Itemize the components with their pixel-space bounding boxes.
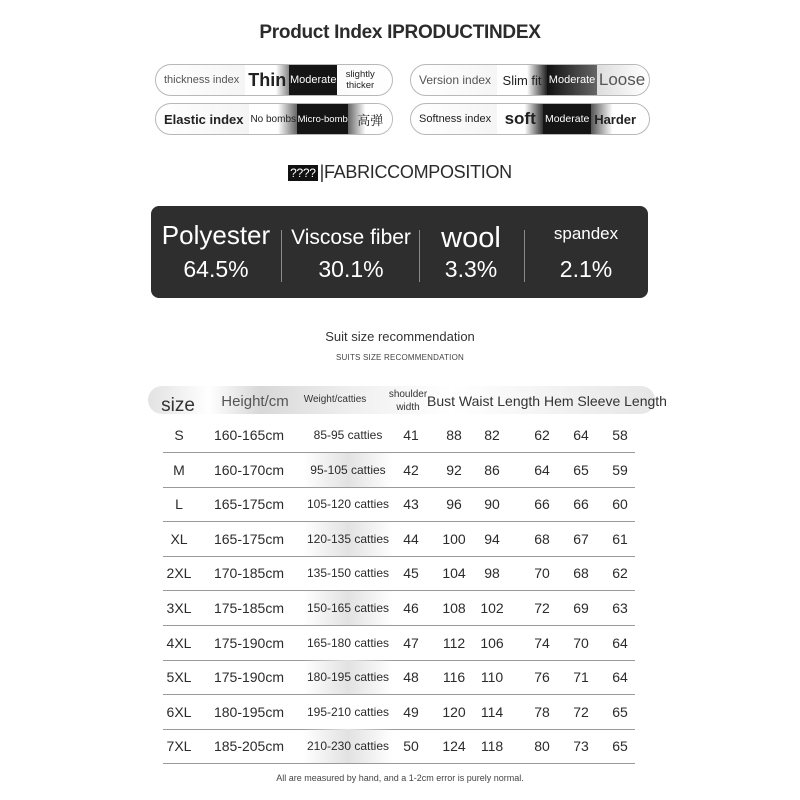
cell-height: 165-175cm xyxy=(213,496,285,513)
cell-bust: 124 xyxy=(442,738,466,755)
cell-sleeve: 72 xyxy=(573,703,589,720)
cell-shoulder: 46 xyxy=(403,600,419,616)
version-index-pill xyxy=(410,64,650,96)
cell-size: 6XL xyxy=(166,703,192,720)
thickness-option-moderate: Moderate xyxy=(289,65,337,95)
elastic-option-no-bombs: No bombs xyxy=(249,104,297,134)
table-row xyxy=(163,418,635,453)
cell-shoulder: 45 xyxy=(403,565,419,582)
cell-waist: 82 xyxy=(484,427,500,443)
version-option-moderate: Moderate xyxy=(547,65,597,95)
softness-option-soft: soft xyxy=(497,104,543,134)
cell-waist: 90 xyxy=(484,496,500,513)
cell-height: 160-170cm xyxy=(213,461,285,478)
cell-height: 185-205cm xyxy=(213,738,285,755)
table-row xyxy=(163,695,635,730)
size-section-subtitle: SUITS SIZE RECOMMENDATION xyxy=(336,353,464,362)
cell-length: 59 xyxy=(612,461,628,478)
version-option-slim-fit: Slim fit xyxy=(497,65,547,95)
cell-height: 175-190cm xyxy=(213,634,285,651)
cell-bust: 100 xyxy=(442,530,466,547)
cell-length: 65 xyxy=(612,738,628,755)
elastic-index-label: Elastic index xyxy=(164,111,244,127)
fabric-name: Viscose fiber xyxy=(291,226,411,249)
cell-height: 180-195cm xyxy=(213,703,285,720)
fabric-percent: 64.5% xyxy=(183,256,249,282)
cell-waist: 94 xyxy=(484,530,500,547)
cell-shoulder: 50 xyxy=(403,738,419,755)
cell-length: 65 xyxy=(612,703,628,720)
cell-size: S xyxy=(174,427,184,443)
header-size: size xyxy=(161,395,195,416)
cell-shoulder: 43 xyxy=(403,496,419,513)
fabric-percent: 3.3% xyxy=(444,256,498,282)
cell-sleeve: 65 xyxy=(573,461,589,478)
cell-length: 58 xyxy=(612,427,628,443)
cell-size: 2XL xyxy=(166,565,192,582)
cell-sleeve: 68 xyxy=(573,565,589,582)
cell-bust: 108 xyxy=(442,600,466,616)
cell-hem: 64 xyxy=(534,461,550,478)
thickness-index-pill xyxy=(155,64,393,96)
cell-weight: 180-195 catties xyxy=(303,660,393,694)
thickness-index-label: thickness index xyxy=(164,74,240,86)
cell-waist: 102 xyxy=(480,600,504,616)
cell-bust: 88 xyxy=(446,427,462,443)
thickness-option-thin: Thin xyxy=(245,65,289,95)
cell-size: 3XL xyxy=(166,600,192,616)
softness-option-harder: Harder xyxy=(591,104,639,134)
cell-size: XL xyxy=(170,530,188,547)
cell-bust: 116 xyxy=(442,669,466,686)
cell-sleeve: 70 xyxy=(573,634,589,651)
cell-height: 175-185cm xyxy=(213,600,285,616)
header-measurements: Bust Waist Length Hem Sleeve Length xyxy=(427,393,667,409)
cell-sleeve: 67 xyxy=(573,530,589,547)
fabric-percent: 30.1% xyxy=(318,256,384,282)
cell-length: 64 xyxy=(612,669,628,686)
version-option-loose: Loose xyxy=(597,65,647,95)
cell-height: 170-185cm xyxy=(213,565,285,582)
cell-bust: 112 xyxy=(442,634,466,651)
fabric-item-viscose xyxy=(289,206,413,298)
cell-height: 175-190cm xyxy=(213,669,285,686)
cell-height: 160-165cm xyxy=(213,427,285,443)
cell-weight: 165-180 catties xyxy=(306,635,390,650)
cell-waist: 86 xyxy=(484,461,500,478)
cell-size: L xyxy=(175,496,183,513)
fabric-divider xyxy=(281,230,282,282)
cell-hem: 68 xyxy=(534,530,550,547)
cell-bust: 120 xyxy=(442,703,466,720)
cell-sleeve: 69 xyxy=(573,600,589,616)
table-row xyxy=(163,453,635,488)
cell-waist: 98 xyxy=(484,565,500,582)
header-shoulder-line1: shoulder xyxy=(388,389,428,400)
fabric-name: Polyester xyxy=(161,220,271,250)
cell-shoulder: 49 xyxy=(403,703,419,720)
cell-sleeve: 66 xyxy=(573,496,589,513)
cell-waist: 106 xyxy=(480,634,504,651)
cell-shoulder: 41 xyxy=(403,427,419,443)
header-height: Height/cm xyxy=(221,392,289,410)
cell-hem: 76 xyxy=(534,669,550,686)
fabric-percent: 2.1% xyxy=(559,256,613,282)
cell-size: 5XL xyxy=(166,669,192,686)
fabric-name: wool xyxy=(441,222,501,254)
cell-hem: 74 xyxy=(534,634,550,651)
cell-size: 7XL xyxy=(166,738,192,755)
heading-text: |FABRICCOMPOSITION xyxy=(319,162,512,182)
cell-length: 61 xyxy=(612,530,628,547)
cell-waist: 118 xyxy=(480,738,504,755)
table-row xyxy=(163,522,635,557)
cell-length: 62 xyxy=(612,565,628,582)
cell-weight: 95-105 catties xyxy=(303,453,393,487)
fabric-item-spandex xyxy=(536,206,636,298)
cell-shoulder: 44 xyxy=(403,530,419,547)
fabric-divider xyxy=(524,230,525,282)
elastic-option-micro-bomb: Micro-bomb xyxy=(297,104,348,134)
header-shoulder-line2: width xyxy=(396,402,420,413)
cell-weight: 120-135 catties xyxy=(303,522,393,556)
softness-index-label: Softness index xyxy=(419,113,492,125)
cell-waist: 114 xyxy=(480,703,504,720)
cell-length: 63 xyxy=(612,600,628,616)
table-row xyxy=(163,591,635,626)
heading-prefix: ???? xyxy=(290,166,316,181)
cell-weight: 135-150 catties xyxy=(306,566,390,581)
cell-hem: 66 xyxy=(534,496,550,513)
cell-bust: 92 xyxy=(446,461,462,478)
cell-shoulder: 42 xyxy=(403,461,419,478)
softness-option-moderate: Moderate xyxy=(543,104,591,134)
cell-size: 4XL xyxy=(166,634,192,651)
cell-weight: 85-95 catties xyxy=(313,428,383,442)
cell-weight: 210-230 catties xyxy=(303,729,393,763)
softness-index-pill xyxy=(410,103,650,135)
fabric-composition-panel xyxy=(151,206,648,298)
fabric-name: spandex xyxy=(553,224,619,243)
cell-height: 165-175cm xyxy=(213,530,285,547)
cell-waist: 110 xyxy=(480,669,504,686)
cell-bust: 96 xyxy=(446,496,462,513)
fabric-composition-heading xyxy=(0,162,800,183)
table-row xyxy=(163,556,635,591)
cell-hem: 62 xyxy=(534,427,550,443)
cell-hem: 70 xyxy=(534,565,550,582)
table-row xyxy=(163,660,635,695)
header-weight: Weight/catties xyxy=(303,393,367,405)
table-row xyxy=(163,729,635,764)
table-row xyxy=(163,626,635,661)
cell-length: 60 xyxy=(612,496,628,513)
thickness-option-slightly-thicker: slightly thicker xyxy=(345,69,375,91)
fabric-item-polyester xyxy=(161,206,271,298)
cell-shoulder: 47 xyxy=(403,634,419,651)
cell-shoulder: 48 xyxy=(403,669,419,686)
footer-note: All are measured by hand, and a 1-2cm error is purely normal. xyxy=(276,773,524,783)
header-shoulder xyxy=(385,386,431,416)
elastic-index-pill xyxy=(155,103,393,135)
page-title: Product Index IPRODUCTINDEX xyxy=(259,22,541,43)
cell-weight: 150-165 catties xyxy=(303,591,393,625)
cell-sleeve: 71 xyxy=(573,669,589,686)
fabric-divider xyxy=(419,230,420,282)
fabric-item-wool xyxy=(426,206,516,298)
cell-weight: 105-120 catties xyxy=(306,497,390,512)
cell-length: 64 xyxy=(612,634,628,651)
cell-bust: 104 xyxy=(442,565,466,582)
cell-size: M xyxy=(173,461,185,478)
size-section-title: Suit size recommendation xyxy=(325,329,475,344)
elastic-option-high-elastic: 高弹 xyxy=(348,104,392,134)
cell-hem: 72 xyxy=(534,600,550,616)
cell-hem: 80 xyxy=(534,738,550,755)
cell-weight: 195-210 catties xyxy=(306,704,390,719)
cell-sleeve: 64 xyxy=(573,427,589,443)
cell-sleeve: 73 xyxy=(573,738,589,755)
table-row xyxy=(163,487,635,522)
cell-hem: 78 xyxy=(534,703,550,720)
version-index-label: Version index xyxy=(419,73,492,87)
